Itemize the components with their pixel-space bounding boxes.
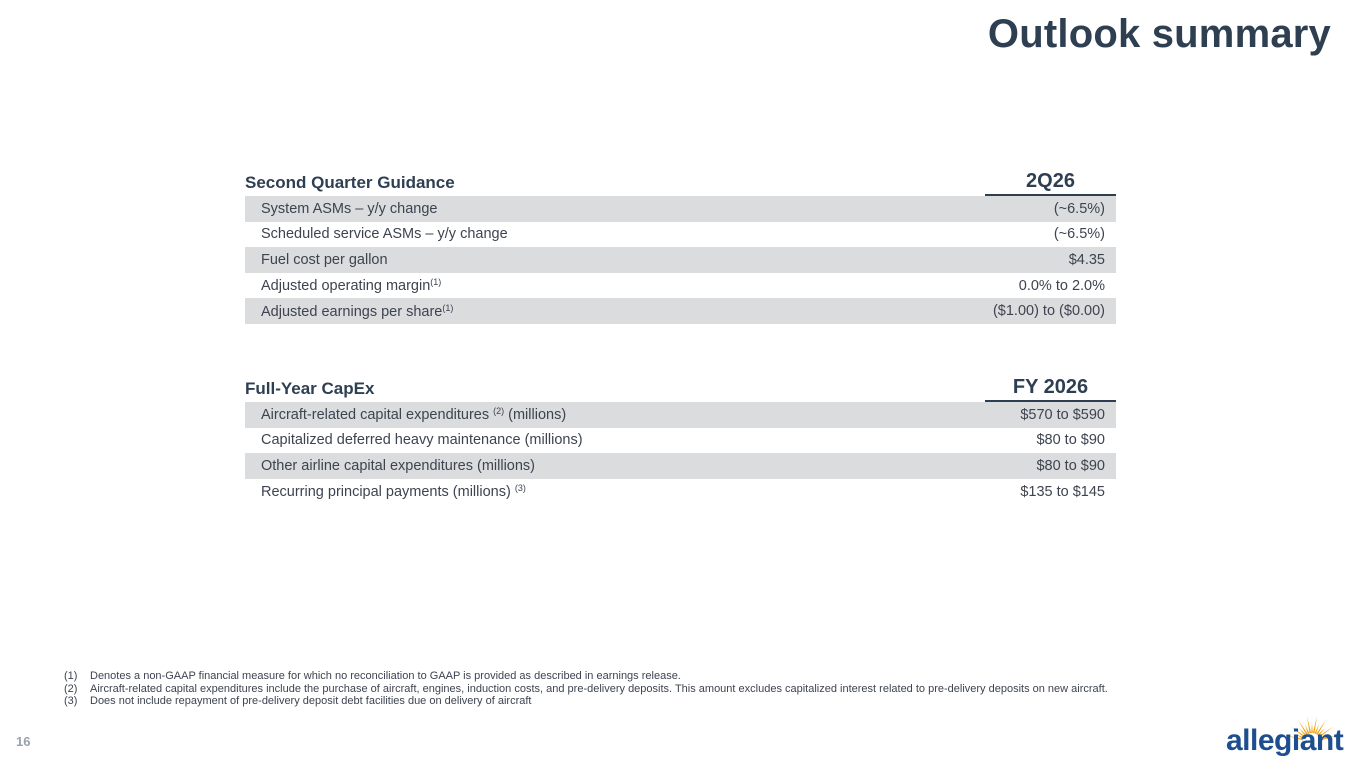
row-label: Adjusted operating margin$^{(1)}$	[261, 277, 442, 295]
footnote-ref: (1)	[430, 277, 442, 288]
row-value: (~6.5%)	[1053, 226, 1105, 243]
logo-text: allegiant	[1226, 724, 1344, 757]
capex-table	[245, 374, 1116, 504]
table-row	[245, 479, 1116, 505]
footnotes	[64, 670, 1224, 708]
row-label: Adjusted earnings per share$^{(1)}$	[261, 302, 454, 320]
row-label: System ASMs – y/y change	[261, 200, 438, 217]
row-value: 0.0% to 2.0%	[1018, 277, 1105, 294]
table-row	[245, 247, 1116, 273]
table-row	[245, 298, 1116, 324]
row-value: (~6.5%)	[1053, 200, 1105, 217]
row-value: $135 to $145	[1020, 483, 1105, 500]
table-row	[245, 222, 1116, 248]
footnote: (2) Aircraft-related capital expenditures include the purchase of aircraft, engines, induction costs, and pre-delivery deposits. This amount excludes capitalized interest related to pre-delivery deposits on new aircraft.	[64, 682, 1108, 695]
footnote-ref: (1)	[442, 302, 454, 313]
row-label: Aircraft-related capital expenditures $^{(2)}$ (millions)	[261, 406, 567, 424]
table-row	[245, 402, 1116, 428]
table-row	[245, 428, 1116, 454]
footnote: (3) Does not include repayment of pre-delivery deposit debt facilities due on delivery of aircraft	[64, 695, 532, 707]
footnote: (1) Denotes a non-GAAP financial measure for which no reconciliation to GAAP is provided as described in earnings release.	[64, 670, 681, 682]
capex-heading: Full-Year CapEx	[245, 379, 375, 398]
allegiant-logo	[1226, 712, 1348, 758]
quarter-guidance-table	[245, 168, 1116, 324]
row-value: $80 to $90	[1036, 457, 1105, 474]
row-label: Recurring principal payments (millions) $^{(3)}$	[261, 483, 526, 501]
page-number: 16	[16, 734, 31, 749]
table-row	[245, 196, 1116, 222]
table-row	[245, 273, 1116, 299]
quarter-guidance-heading: Second Quarter Guidance	[245, 173, 455, 192]
page-title: Outlook summary	[987, 12, 1331, 56]
quarter-guidance-header	[245, 168, 1116, 196]
capex-column-header: FY 2026	[985, 376, 1116, 402]
row-value: $4.35	[1068, 251, 1105, 268]
row-value: ($1.00) to ($0.00)	[992, 303, 1105, 320]
quarter-column-header: 2Q26	[985, 170, 1116, 196]
row-label: Capitalized deferred heavy maintenance (millions)	[261, 432, 583, 449]
row-value: $80 to $90	[1036, 432, 1105, 449]
footnote-ref: (2)	[493, 406, 505, 417]
capex-header	[245, 374, 1116, 402]
row-label: Other airline capital expenditures (millions)	[261, 457, 536, 474]
row-label: Fuel cost per gallon	[261, 251, 388, 268]
row-value: $570 to $590	[1020, 406, 1105, 423]
footnote-ref: (3)	[514, 483, 526, 494]
row-label: Scheduled service ASMs – y/y change	[261, 226, 508, 243]
table-row	[245, 453, 1116, 479]
